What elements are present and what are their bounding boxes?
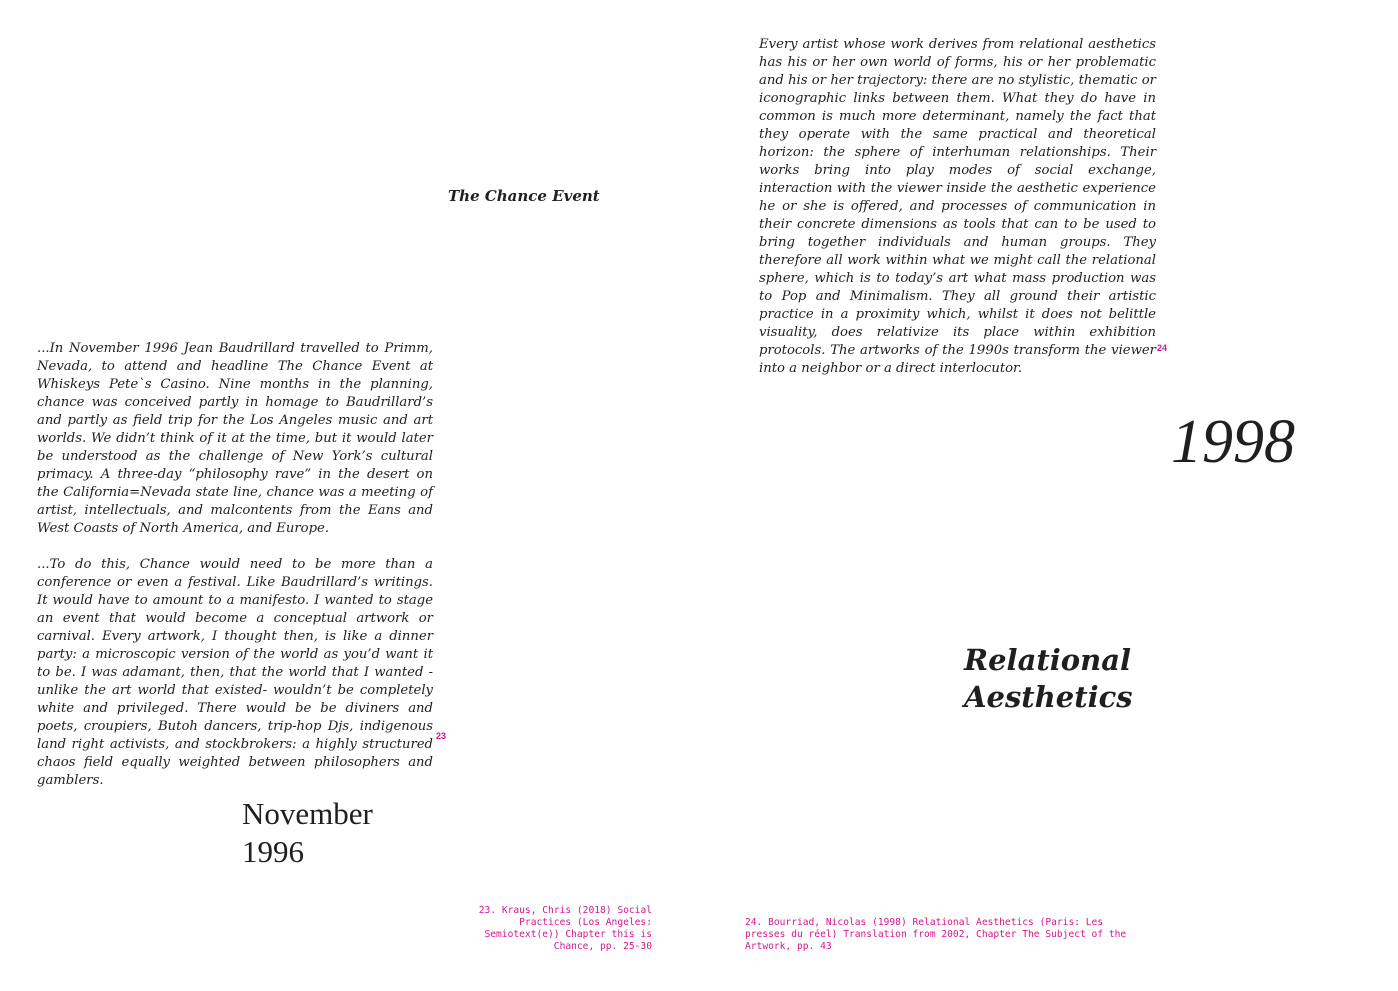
citation-24: 24. Bourriad, Nicolas (1998) Relational Aesthetics (Paris: Les presses du réel) Translation from 2002, Chapter The Subject of the Artwork, pp. 43	[745, 917, 1127, 952]
footnote-marker-24: 24	[1157, 343, 1168, 353]
title-line-2: Aesthetics	[964, 680, 1133, 714]
title-line-1: Relational	[964, 643, 1132, 677]
footnote-marker-23: 23	[436, 731, 447, 741]
relational-aesthetics-paragraph: Every artist whose work derives from relational aesthetics has his or her own world of forms, his or her problematic and his or her trajectory: there are no stylistic, thematic or iconographic links between them. What they do have in common is much more determinant, namely the fact that they operate with the same practical and theoretical horizon: the sphere of interhuman relationships. Their works bring into play modes of social exchange, interaction with the viewer inside the aesthetic experience he or she is offered, and processes of communication in their concrete dimensions as tools that can to be used to bring together individuals and human groups. They therefore all work within what we might call the relational sphere, which is to today’s art what mass production was to Pop and Minimalism. They all ground their artistic practice in a proximity which, whilst it does not belittle visuality, does relativize its place within exhibition protocols. The artworks of the 1990s transform the viewer into a neighbor or a direct interlocutor.	[759, 37, 1156, 376]
chance-event-paragraph-1: ...In November 1996 Jean Baudrillard travelled to Primm, Nevada, to attend and headline The Chance Event at Whiskeys Pete`s Casino. Nine months in the planning, chance was conceived partly in homage to Baudrillard’s and partly as field trip for the Los Angeles music and art worlds. We didn’t think of it at the time, but it would later be understood as the challenge of New York’s cultural primacy. A three-day “philosophy rave” in the desert on the California=Nevada state line, chance was a meeting of artist, intellectuals, and malcontents from the Eans and West Coasts of North America, and Europe.	[37, 341, 433, 536]
chance-event-paragraph-2: ...To do this, Chance would need to be more than a conference or even a festival. Like Baudrillard’s writings. It would have to amount to a manifesto. I wanted to stage an event that would become a conceptual artwork or carnival. Every artwork, I thought then, is like a dinner party: a microscopic version of the world as you’d want it to be. I was adamant, then, that the world that I wanted -unlike the art world that existed- wouldn’t be completely white and privileged. There would be be diviners and poets, croupiers, Butoh dancers, trip-hop Djs, indigenous land right activists, and stockbrokers: a highly structured chaos field equally weighted between philosophers and gamblers.	[37, 557, 433, 788]
chance-event-text-block	[37, 340, 433, 790]
date-november-1996	[242, 795, 373, 871]
date-year: 1996	[242, 834, 304, 869]
citation-23: 23. Kraus, Chris (2018) Social Practices (Los Angeles: Semiotext(e)) Chapter this is Chance, pp. 25-30	[478, 905, 652, 952]
relational-aesthetics-title	[964, 642, 1133, 716]
date-month: November	[242, 796, 373, 831]
relational-aesthetics-text-block	[759, 36, 1156, 378]
chance-event-title: The Chance Event	[448, 187, 600, 205]
year-1998: 1998	[1171, 408, 1295, 476]
